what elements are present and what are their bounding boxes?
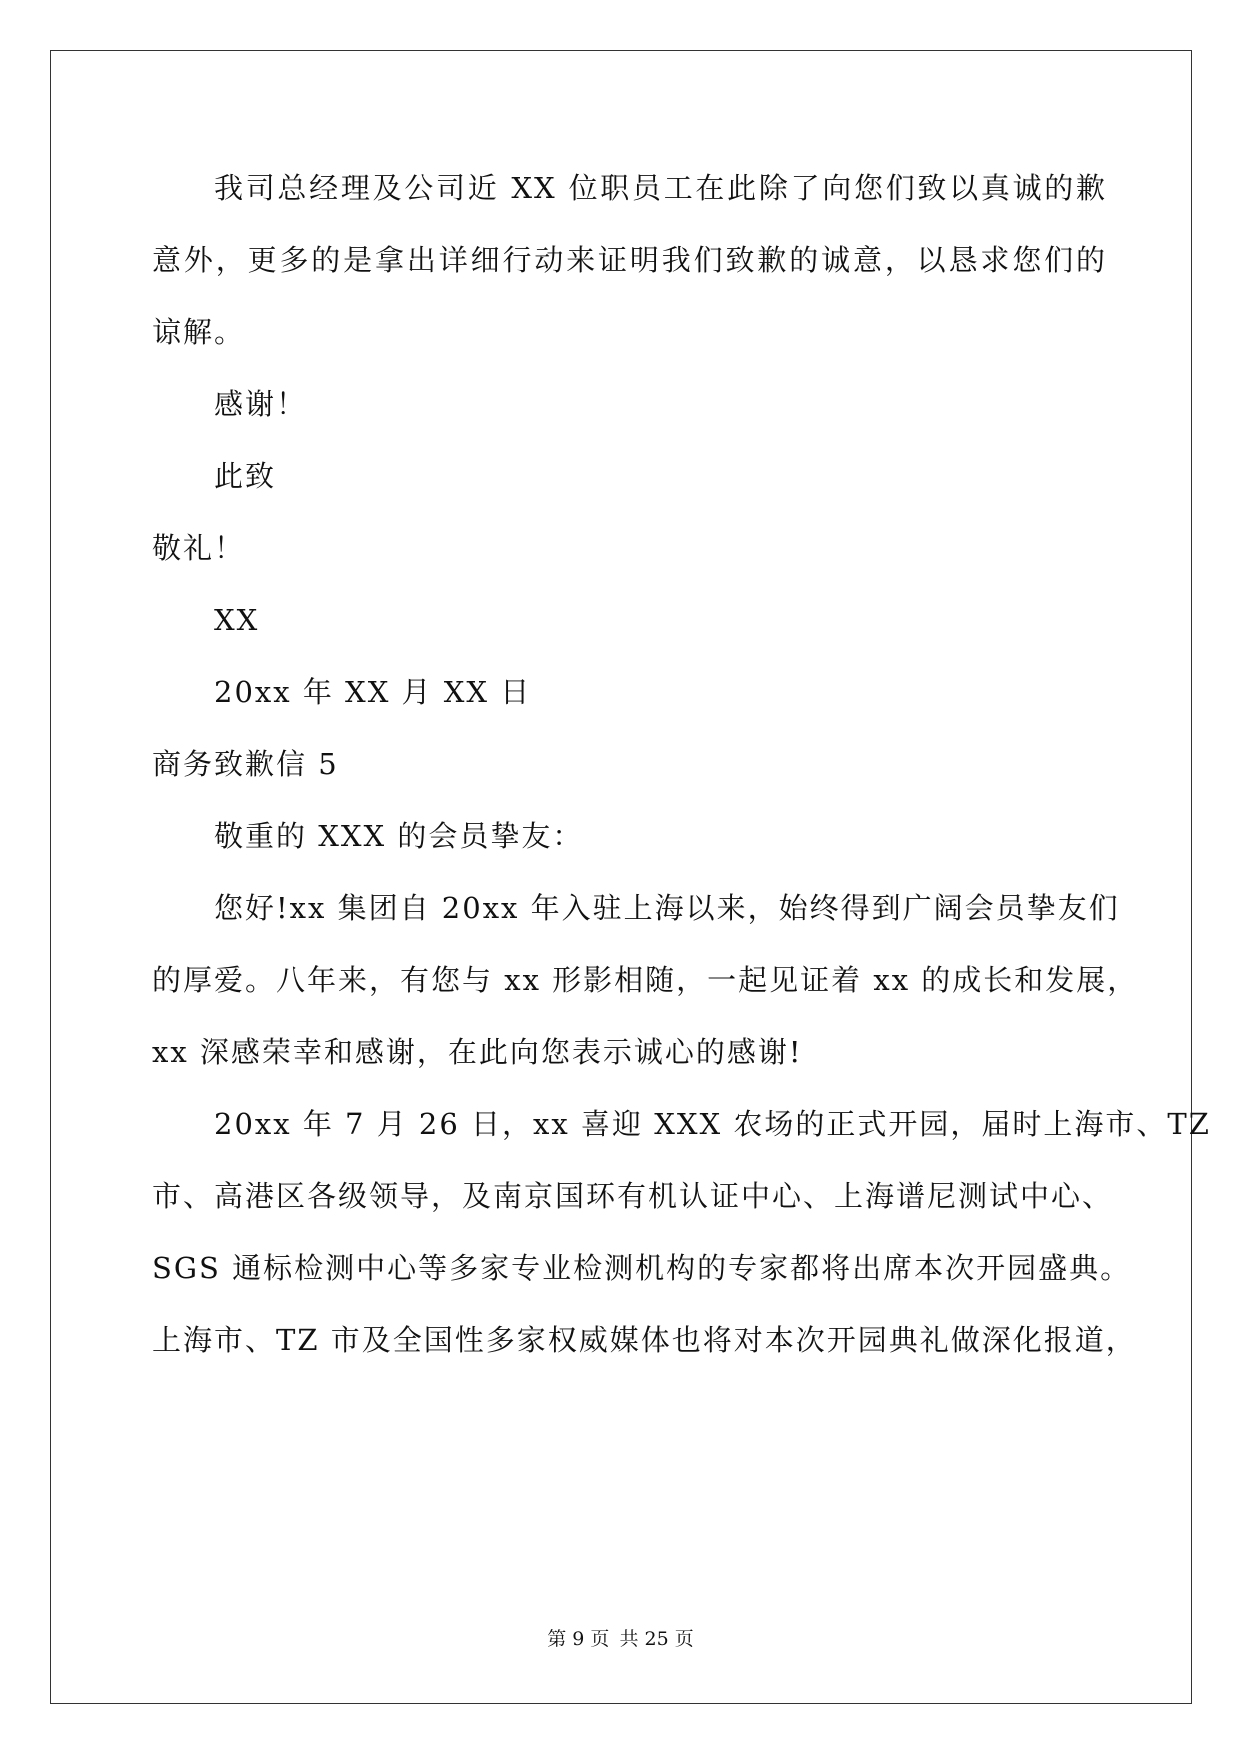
paragraph-line: 的厚爱。八年来，有您与 xx 形影相随，一起见证着 xx 的成长和发展， (152, 963, 1139, 997)
paragraph-line: 市、高港区各级领导，及南京国环有机认证中心、上海谱尼测试中心、 (152, 1179, 1114, 1213)
paragraph-line: 意外，更多的是拿出详细行动来证明我们致歉的诚意，以恳求您们的 (152, 243, 1107, 277)
salutation: 敬重的 XXX 的会员挚友： (214, 819, 584, 853)
section-title: 商务致歉信 5 (152, 747, 339, 781)
closing-line: 此致 (214, 459, 277, 493)
signature: XX (214, 603, 260, 637)
paragraph-line: SGS 通标检测中心等多家专业检测机构的专家都将出席本次开园盛典。 (152, 1251, 1132, 1285)
paragraph-line: 您好!xx 集团自 20xx 年入驻上海以来，始终得到广阔会员挚友们 (214, 891, 1120, 925)
paragraph-line: xx 深感荣幸和感谢，在此向您表示诚心的感谢! (152, 1035, 803, 1069)
paragraph-line: 谅解。 (152, 315, 246, 349)
paragraph-line: 我司总经理及公司近 XX 位职员工在此除了向您们致以真诚的歉 (214, 171, 1107, 205)
thanks-line: 感谢！ (214, 387, 308, 421)
page-number: 第 9 页 (547, 1628, 610, 1650)
page-border (50, 50, 1211, 1704)
page-footer (0, 1626, 1241, 1652)
closing-line: 敬礼！ (152, 531, 246, 565)
date-line: 20xx 年 XX 月 XX 日 (214, 675, 532, 709)
paragraph-line: 上海市、TZ 市及全国性多家权威媒体也将对本次开园典礼做深化报道， (152, 1323, 1137, 1357)
page-total: 共 25 页 (619, 1628, 694, 1650)
paragraph-line: 20xx 年 7 月 26 日，xx 喜迎 XXX 农场的正式开园，届时上海市、TZ (214, 1107, 1211, 1141)
